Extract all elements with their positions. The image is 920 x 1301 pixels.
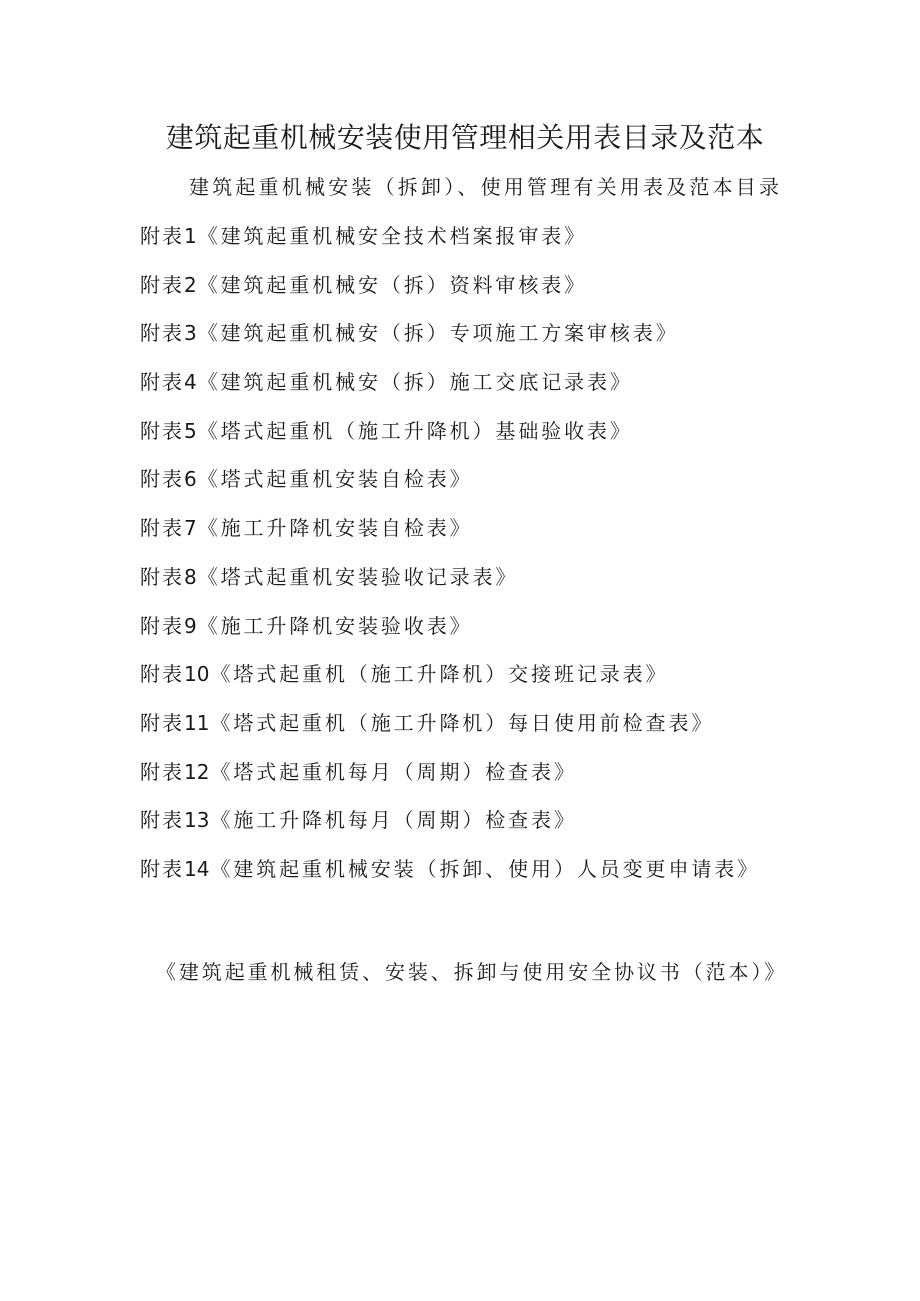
page-subtitle: 建筑起重机械安装（拆卸）、使用管理有关用表及范本目录 (189, 175, 783, 199)
appendix-list (140, 220, 760, 902)
list-item (140, 463, 760, 512)
item-prefix: 附表 (140, 710, 184, 735)
item-prefix: 附表 (140, 808, 184, 833)
list-item (140, 756, 760, 805)
item-name: 《建筑起重机械安（拆）施工交底记录表》 (197, 370, 633, 395)
item-name: 《施工升降机安装自检表》 (197, 516, 473, 541)
item-name: 《塔式起重机（施工升降机）每日使用前检查表》 (210, 710, 715, 735)
list-item (140, 220, 760, 269)
item-prefix: 附表 (140, 516, 184, 541)
list-item (140, 610, 760, 659)
item-name: 《建筑起重机械安（拆）资料审核表》 (197, 272, 588, 297)
list-item (140, 804, 760, 853)
list-item (140, 561, 760, 610)
item-number: 4 (184, 370, 197, 395)
item-name: 《塔式起重机安装验收记录表》 (197, 564, 519, 589)
item-prefix: 附表 (140, 224, 184, 248)
page-title: 建筑起重机械安装使用管理相关用表目录及范本 (165, 121, 765, 154)
agreement-title: 《建筑起重机械租赁、安装、拆卸与使用安全协议书（范本）》 (156, 960, 788, 984)
item-prefix: 附表 (140, 662, 184, 687)
list-item (140, 707, 760, 756)
item-prefix: 附表 (140, 759, 184, 784)
item-name: 《施工升降机安装验收表》 (197, 613, 473, 638)
item-number: 6 (184, 467, 197, 492)
item-number: 13 (184, 808, 210, 833)
item-name: 《建筑起重机械安装（拆卸、使用）人员变更申请表》 (210, 856, 761, 881)
item-name: 《塔式起重机（施工升降机）交接班记录表》 (210, 662, 669, 687)
item-number: 12 (184, 759, 210, 784)
item-number: 9 (184, 613, 197, 638)
item-prefix: 附表 (140, 564, 184, 589)
item-number: 5 (184, 418, 197, 443)
item-name: 《施工升降机每月（周期）检查表》 (210, 808, 577, 833)
item-name: 《塔式起重机安装自检表》 (197, 467, 473, 492)
list-item (140, 853, 760, 902)
item-prefix: 附表 (140, 613, 184, 638)
list-item (140, 269, 760, 318)
item-number: 10 (184, 662, 210, 687)
list-item (140, 512, 760, 561)
item-prefix: 附表 (140, 467, 184, 492)
list-item (140, 658, 760, 707)
item-number: 8 (184, 564, 197, 589)
item-prefix: 附表 (140, 856, 184, 881)
item-prefix: 附表 (140, 272, 184, 297)
item-name: 《塔式起重机每月（周期）检查表》 (210, 759, 577, 784)
list-item (140, 366, 760, 415)
list-item (140, 317, 760, 366)
item-number: 1 (184, 224, 197, 248)
item-number: 2 (184, 272, 197, 297)
item-prefix: 附表 (140, 418, 184, 443)
item-name: 《建筑起重机械安全技术档案报审表》 (197, 224, 588, 248)
item-number: 3 (184, 321, 197, 346)
item-number: 11 (184, 710, 210, 735)
list-item (140, 415, 760, 464)
item-name: 《建筑起重机械安（拆）专项施工方案审核表》 (197, 321, 679, 346)
item-number: 14 (184, 856, 210, 881)
item-prefix: 附表 (140, 321, 184, 346)
item-prefix: 附表 (140, 370, 184, 395)
item-name: 《塔式起重机（施工升降机）基础验收表》 (197, 418, 633, 443)
item-number: 7 (184, 516, 197, 541)
